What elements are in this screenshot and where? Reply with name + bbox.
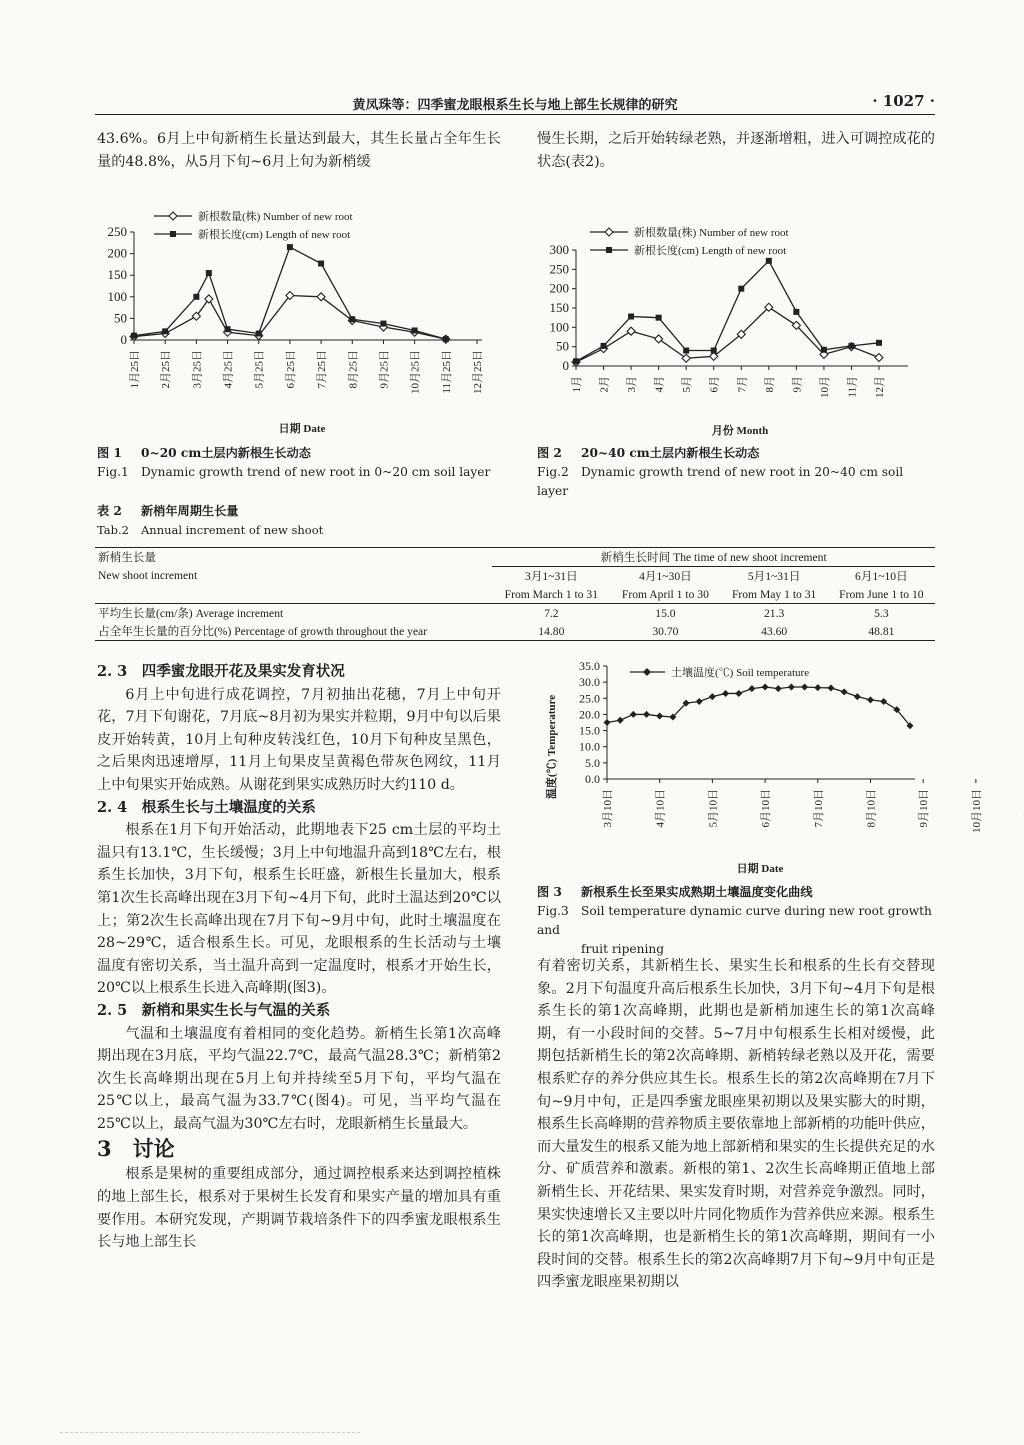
data-point xyxy=(748,685,755,692)
x-tick-label: 11月 xyxy=(846,376,859,398)
x-tick-label: 11月25日 xyxy=(440,350,453,394)
x-tick-label: 12月25日 xyxy=(472,350,484,394)
x-tick-label: 10月 xyxy=(818,376,831,398)
table2-cell: 30.70 xyxy=(610,622,720,641)
data-point xyxy=(827,684,834,691)
data-point xyxy=(443,336,449,342)
fig3-caption-label: 图 3 xyxy=(537,885,562,899)
x-tick-label: 9月10日 xyxy=(918,789,931,828)
y-tick-label: 50 xyxy=(556,338,569,354)
page-number: · 1027 · xyxy=(872,92,935,110)
x-tick-label: 8月25日 xyxy=(347,350,360,389)
y-tick-label: 300 xyxy=(549,242,569,257)
x-tick-label: 7月25日 xyxy=(316,350,329,389)
x-tick-label: 2月 xyxy=(598,376,611,393)
section-2-3-heading: 2. 3 四季蜜龙眼开花及果实发育状况 xyxy=(97,663,345,680)
series-line-1 xyxy=(134,296,446,340)
x-tick-label: 6月25日 xyxy=(284,350,297,389)
data-point xyxy=(655,335,663,343)
fig3-legend-label: 土壤温度(℃) Soil temperature xyxy=(671,667,810,679)
x-tick-label: 1月 xyxy=(571,376,583,393)
figure-1-caption xyxy=(97,444,507,482)
data-point xyxy=(775,685,782,692)
data-point xyxy=(738,286,744,292)
fig2-caption-en: Dynamic growth trend of new root in 20~40 cm soil layer xyxy=(537,465,904,498)
y-tick-label: 0 xyxy=(562,358,569,373)
table-2-caption xyxy=(97,502,597,540)
data-point xyxy=(801,683,808,690)
fig2-legend-label-1: 新根数量(株) Number of new root xyxy=(634,227,789,239)
fig2-caption-label: 图 2 xyxy=(537,446,562,460)
fig3-legend xyxy=(630,665,809,679)
table2-title-en: Annual increment of new shoot xyxy=(141,523,324,537)
table2-group-header: 新梢生长时间 The time of new shoot increment xyxy=(492,548,935,567)
fig3-caption-en-label: Fig.3 xyxy=(537,904,569,918)
section-2-4-heading: 2. 4 根系生长与土壤温度的关系 xyxy=(97,798,316,816)
table2-label-en: Tab.2 xyxy=(97,523,129,537)
data-point xyxy=(875,353,883,361)
fig3-caption-zh: 新根系生长至果实成熟期土壤温度变化曲线 xyxy=(581,885,813,899)
table2-period-en: From June 1 to 10 xyxy=(828,585,935,604)
figure-3-caption xyxy=(537,883,937,959)
fig1-caption-en: Dynamic growth trend of new root in 0~20 cm soil layer xyxy=(141,465,491,479)
x-tick-label: 8月10日 xyxy=(865,789,878,828)
section-3-body: 根系是果树的重要组成部分，通过调控根系来达到调控植株的地上部生长，根系对于果树生长发育和果实产量的增加具有重要作用。本研究发现，产期调节栽培条件下的四季蜜龙眼根系生长与地上部生长 xyxy=(97,1166,501,1251)
table2-period-en: From April 1 to 30 xyxy=(610,585,720,604)
y-tick-label: 30.0 xyxy=(579,675,600,690)
figure-1-chart xyxy=(92,200,512,440)
y-tick-label: 50 xyxy=(114,310,127,326)
data-point xyxy=(412,327,418,333)
fig3-caption-en-1: Soil temperature dynamic curve during new root growth and xyxy=(537,904,932,937)
data-point xyxy=(380,321,386,327)
data-point xyxy=(696,698,703,705)
data-point xyxy=(682,354,690,362)
y-tick-label: 150 xyxy=(107,267,127,283)
fig1-caption-label: 图 1 xyxy=(97,446,122,460)
data-point xyxy=(876,340,882,346)
fig1-caption-en-label: Fig.1 xyxy=(97,465,129,479)
y-tick-label: 250 xyxy=(549,261,569,277)
data-point xyxy=(841,688,848,695)
data-point xyxy=(709,693,716,700)
fig1-x-axis-title: 日期 Date xyxy=(278,423,326,435)
table2-period-zh: 5月1~31日 xyxy=(747,570,801,583)
x-tick-label: 9月 xyxy=(791,376,804,393)
y-tick-label: 100 xyxy=(549,319,569,335)
y-tick-label: 35.0 xyxy=(579,659,600,673)
data-point xyxy=(256,331,262,337)
right-top-paragraph: 慢生长期，之后开始转绿老熟，并逐渐增粗，进入可调控成花的状态(表2)。 xyxy=(537,131,935,170)
y-tick-label: 100 xyxy=(107,288,127,304)
data-point xyxy=(656,713,663,720)
x-tick-label: 10月25日 xyxy=(409,350,422,394)
footer-rule xyxy=(60,1432,360,1433)
fig2-caption-en-label: Fig.2 xyxy=(537,465,569,479)
data-point xyxy=(848,343,854,349)
data-point xyxy=(162,328,168,334)
data-point xyxy=(854,693,861,700)
data-point xyxy=(349,316,355,322)
data-point xyxy=(627,327,635,335)
table2-period-en: From May 1 to 31 xyxy=(721,585,828,604)
fig2-x-axis-title: 月份 Month xyxy=(711,425,769,437)
x-tick-label: 6月10日 xyxy=(760,789,773,828)
x-tick-label: 4月10日 xyxy=(654,789,667,828)
data-point xyxy=(683,348,689,354)
data-point xyxy=(867,696,874,703)
data-point xyxy=(604,719,611,726)
table2-row-label: 占全年生长量的百分比(%) Percentage of growth throughout the year xyxy=(95,622,492,641)
table2-period-zh: 3月1~31日 xyxy=(525,570,578,583)
x-tick-label: 8月 xyxy=(763,376,776,393)
x-tick-label: 7月 xyxy=(736,376,749,393)
table2-col0-en: New shoot increment xyxy=(98,569,198,583)
x-tick-label: 7月10日 xyxy=(812,789,825,828)
x-tick-label: 1月25日 xyxy=(129,350,141,389)
data-point xyxy=(630,711,637,718)
y-tick-label: 250 xyxy=(107,224,127,239)
section-2-3-body: 6月上中旬进行成花调控，7月初抽出花穗，7月上中旬开花，7月下旬谢花，7月底~8月初为果实并粒期，9月中旬以后果皮开始转黄，10月上旬种皮转浅红色，10月下旬种皮呈黑色，之后果肉迅速增厚，11月上旬果皮呈黄褐色带灰色网纹，11月上中旬果实开始成熟。从谢花到果实成熟历时大约110 d。 xyxy=(97,686,501,793)
table2-period-zh: 4月1~30日 xyxy=(639,570,692,583)
y-tick-label: 15.0 xyxy=(579,723,600,738)
y-tick-label: 10.0 xyxy=(579,739,600,754)
x-tick-label: 9月25日 xyxy=(378,350,391,389)
table2-col0-zh: 新梢生长量 xyxy=(95,548,492,567)
y-tick-label: 0.0 xyxy=(585,772,600,786)
x-tick-label: 4月25日 xyxy=(222,350,235,389)
data-point xyxy=(225,326,231,332)
table2-cell: 5.3 xyxy=(874,606,889,620)
section-2-5-heading: 2. 5 新梢和果实生长与气温的关系 xyxy=(97,1001,331,1019)
data-point xyxy=(617,717,624,724)
data-point xyxy=(643,711,650,718)
data-point xyxy=(656,315,662,321)
table2-period-en: From March 1 to 31 xyxy=(492,585,610,604)
y-tick-label: 20.0 xyxy=(579,707,600,722)
fig2-legend xyxy=(590,225,789,257)
header-title: 黄凤珠等：四季蜜龙眼根系生长与地上部生长规律的研究 xyxy=(352,98,678,113)
fig3-x-axis-title: 日期 Date xyxy=(736,863,784,875)
data-point xyxy=(793,309,799,315)
table2-period-zh: 6月1~10日 xyxy=(855,570,908,583)
running-header xyxy=(95,92,935,115)
x-tick-label: 2月25日 xyxy=(160,350,173,389)
data-point xyxy=(880,698,887,705)
table-row xyxy=(95,622,935,641)
table2-label: 表 2 xyxy=(97,504,122,518)
table2-cell: 48.81 xyxy=(828,622,935,641)
data-point xyxy=(601,343,607,349)
data-point xyxy=(573,358,579,364)
x-tick-label: 5月 xyxy=(681,376,694,393)
y-tick-label: 25.0 xyxy=(579,691,600,706)
section-2-5-body: 气温和土壤温度有着相同的变化趋势。新梢生长第1次高峰期出现在3月底，平均气温22.7℃，最高气温28.3℃；新梢第2次生长高峰期出现在5月上旬并持续至5月下旬，平均气温在25℃以上，最高气温为33.7℃(图4)。可见，当平均气温在25℃以上，最高气温为30℃左右时，龙眼新梢生长量最大。 xyxy=(97,1025,501,1132)
data-point xyxy=(762,683,769,690)
data-point xyxy=(318,261,324,267)
fig1-legend-label-2: 新根长度(cm) Length of new root xyxy=(198,229,351,241)
fig3-y-axis-title: 温度(℃) Temperature xyxy=(546,694,558,800)
fig2-caption-zh: 20~40 cm土层内新根生长动态 xyxy=(581,446,760,460)
table2-row-label: 平均生长量(cm/条) Average increment xyxy=(98,607,284,620)
figure-2-caption xyxy=(537,444,937,501)
table-row xyxy=(95,604,935,623)
data-point xyxy=(735,690,742,697)
data-point xyxy=(287,244,293,250)
data-point xyxy=(711,348,717,354)
y-tick-label: 200 xyxy=(107,245,127,261)
fig1-caption-zh: 0~20 cm土层内新根生长动态 xyxy=(141,446,311,460)
x-tick-label: 5月25日 xyxy=(253,350,266,389)
data-point xyxy=(814,684,821,691)
data-point xyxy=(788,683,795,690)
fig1-legend xyxy=(154,209,353,241)
table2-cell: 7.2 xyxy=(544,606,559,620)
data-point xyxy=(722,690,729,697)
table-2 xyxy=(95,547,935,641)
right-column-body: 有着密切关系，其新梢生长、果实生长和根系的生长有交替现象。2月下旬温度升高后根系生长加快，3月下旬~4月下旬是根系生长的第1次高峰期，此期也是新梢加速生长的第1次高峰期，有一小段时间的交替。5~7月中旬根系生长相对缓慢，此期包括新梢生长的第2次高峰期、新梢转绿老熟以及开花，需要根系贮存的养分供应其生长。根系生长的第2次高峰期在7月下旬~9月中旬，正是四季蜜龙眼座果初期以及果实膨大的时期，根系生长高峰期的营养物质主要依靠地上部新梢的功能叶供应，而大量发生的根系又能为地上部新梢和果实的生长提供充足的水分、矿质营养和激素。新根的第1、2次生长高峰期正值地上部新梢生长、开花结果、果实发育时期，对营养竞争激烈。同时，果实快速增长又主要以叶片同化物质作为营养供应来源。根系生长的第1次高峰期，也是新梢生长的第1次高峰期，期间有一小段时间的交替。根系生长的第2次高峰期7月下旬~9月中旬正是四季蜜龙眼座果初期以 xyxy=(537,958,935,1291)
x-tick-label: 6月 xyxy=(708,376,721,393)
x-tick-label: 3月10日 xyxy=(602,789,614,828)
x-tick-label: 3月 xyxy=(626,376,639,393)
y-tick-label: 5.0 xyxy=(585,755,600,770)
data-point xyxy=(628,314,634,320)
fig1-legend-label-1: 新根数量(株) Number of new root xyxy=(198,211,353,223)
left-top-paragraph: 43.6%。6月上中旬新梢生长量达到最大，其生长量占全年生长量的48.8%，从5月下旬~6月上旬为新梢缓 xyxy=(97,131,501,170)
table2-cell: 14.80 xyxy=(492,622,610,641)
series-line-2 xyxy=(576,261,879,362)
figure-3-chart xyxy=(535,652,983,880)
x-tick-label: 5月10日 xyxy=(707,789,720,828)
y-tick-label: 0 xyxy=(120,332,127,347)
data-point xyxy=(821,347,827,353)
fig2-legend-label-2: 新根长度(cm) Length of new root xyxy=(634,245,787,257)
data-point xyxy=(193,294,199,300)
x-tick-label: 3月25日 xyxy=(191,350,204,389)
series-line-1 xyxy=(576,307,879,362)
y-tick-label: 150 xyxy=(549,300,569,315)
figure-2-chart xyxy=(530,218,940,440)
series-line-1 xyxy=(607,687,910,726)
table2-cell: 21.3 xyxy=(764,606,785,620)
section-3-heading: 3 讨论 xyxy=(97,1136,175,1162)
table2-cell: 15.0 xyxy=(655,606,676,620)
data-point xyxy=(766,258,772,264)
x-tick-label: 4月 xyxy=(653,376,666,393)
section-2-4-body: 根系在1月下旬开始活动，此期地表下25 cm土层的平均土温只有13.1℃，生长缓慢；3月上中旬地温升高到18℃左右，根系生长加快，3月下旬，根系生长旺盛，新根生长量加大，根系第1次生长高峰出现在3月下旬~4月下旬，此时土温达到20℃以上；第2次生长高峰出现在7月下旬~9月中旬，此时土壤温度在28~29℃，适合根系生长。可见，龙眼根系的生长活动与土壤温度有密切关系，当土温升高到一定温度时，根系才开始生长，20℃以上根系生长进入高峰期(图3)。 xyxy=(97,822,501,997)
x-tick-label: 10月10日 xyxy=(970,789,983,833)
data-point xyxy=(131,333,137,339)
table2-title-zh: 新梢年周期生长量 xyxy=(141,504,239,518)
table2-cell: 43.60 xyxy=(721,622,828,641)
x-tick-label: 12月 xyxy=(874,376,886,398)
y-tick-label: 200 xyxy=(549,280,569,296)
left-column-body xyxy=(97,661,501,1254)
fig3-caption-en-2: fruit ripening xyxy=(581,942,664,956)
data-point xyxy=(206,270,212,276)
